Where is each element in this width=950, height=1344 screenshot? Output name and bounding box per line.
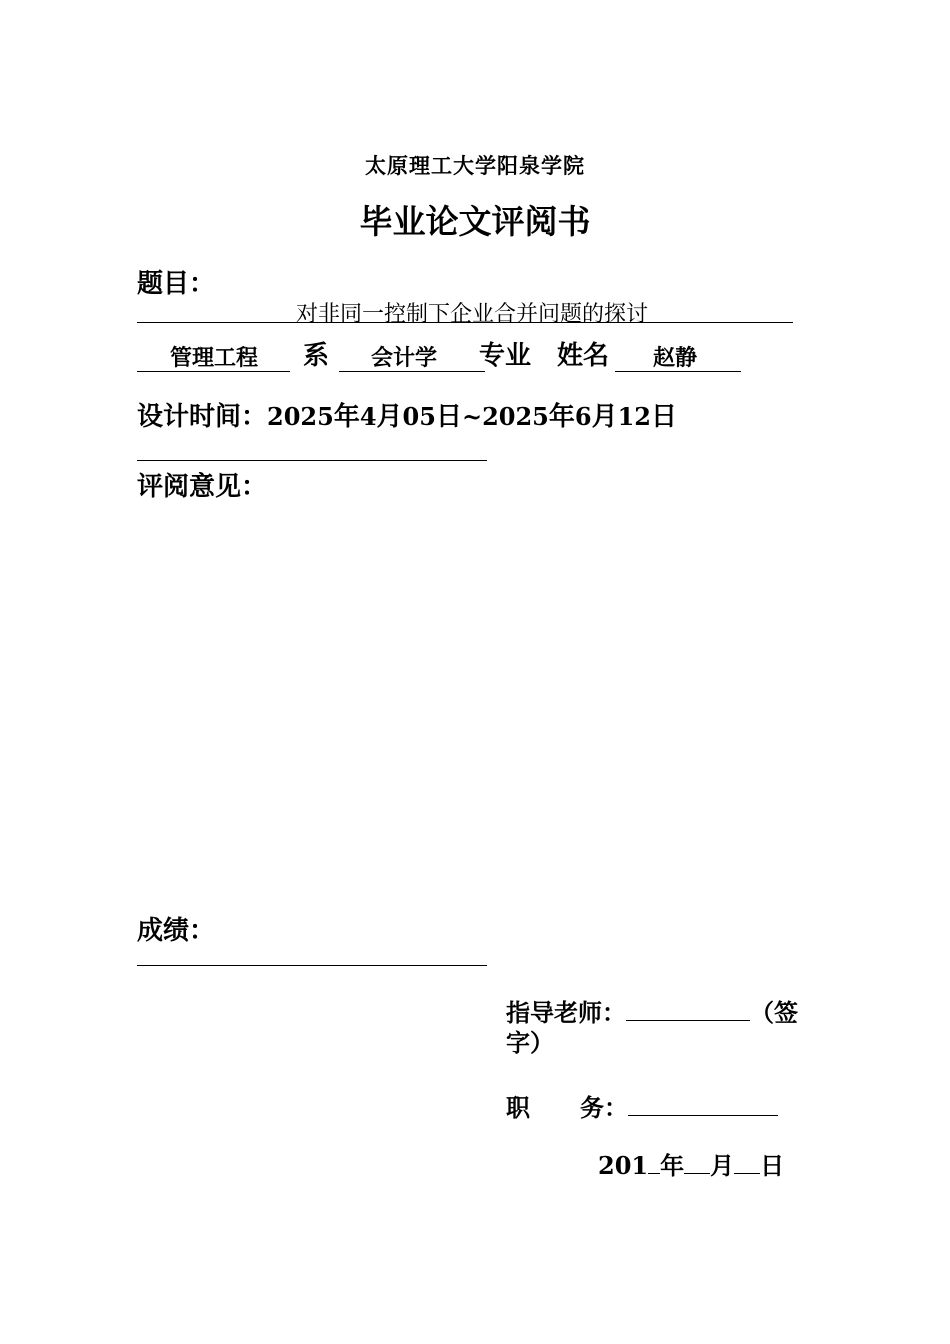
sign-day-blank[interactable] (734, 1151, 760, 1174)
design-time-row (137, 396, 677, 433)
duty-blank[interactable] (628, 1093, 778, 1116)
grade-label: 成绩： (137, 916, 216, 946)
advisor-signature (506, 998, 816, 1058)
design-time-label: 设计时间： (137, 402, 268, 432)
sign-month-blank[interactable] (684, 1151, 710, 1174)
topic-value: 对非同一控制下企业合并问题的探讨 (296, 302, 649, 327)
sign-note: （签字） (506, 998, 798, 1057)
opinion-label: 评阅意见： (137, 472, 268, 502)
advisor-label: 指导老师： (506, 998, 626, 1027)
date-separator: ~ (461, 402, 483, 431)
sign-year-char: 年 (660, 1151, 685, 1180)
duty-label-1: 职 (506, 1093, 530, 1122)
start-month: 4 (359, 402, 377, 431)
major-suffix: 专业 (479, 341, 532, 371)
name-label: 姓名 (557, 341, 610, 371)
student-info-row (137, 338, 757, 374)
end-day-char: 日 (651, 402, 678, 432)
advisor-signature-blank[interactable] (626, 998, 750, 1021)
start-year-char: 年 (333, 402, 360, 432)
major-field (339, 338, 485, 372)
end-month: 6 (574, 402, 592, 431)
major-value: 会计学 (371, 345, 438, 371)
topic-label: 题目： (137, 269, 216, 299)
school-name: 太原理工大学阳泉学院 (365, 153, 585, 178)
name-value: 赵静 (653, 345, 698, 371)
design-time-underline (137, 460, 487, 461)
name-field (615, 338, 741, 372)
sign-date-row (598, 1146, 784, 1181)
start-year: 2025 (267, 402, 334, 431)
sign-year-blank[interactable] (648, 1151, 660, 1174)
department-field (137, 338, 290, 372)
duty-label-2: 务： (580, 1093, 628, 1122)
sign-month-char: 月 (710, 1151, 735, 1180)
document-title: 毕业论文评阅书 (359, 202, 591, 241)
department-value: 管理工程 (170, 345, 259, 371)
start-day: 05 (402, 402, 436, 431)
department-suffix: 系 (303, 341, 330, 371)
end-year-char: 年 (548, 402, 575, 432)
sign-date-prefix: 201 (598, 1151, 649, 1180)
end-day: 12 (617, 402, 652, 431)
grade-underline (137, 965, 487, 966)
duty-row (506, 1088, 778, 1123)
end-month-char: 月 (591, 402, 618, 432)
sign-day-char: 日 (760, 1151, 785, 1180)
start-month-char: 月 (376, 402, 403, 432)
topic-underline (137, 322, 793, 323)
end-year: 2025 (482, 402, 549, 431)
start-day-char: 日 (435, 402, 462, 432)
